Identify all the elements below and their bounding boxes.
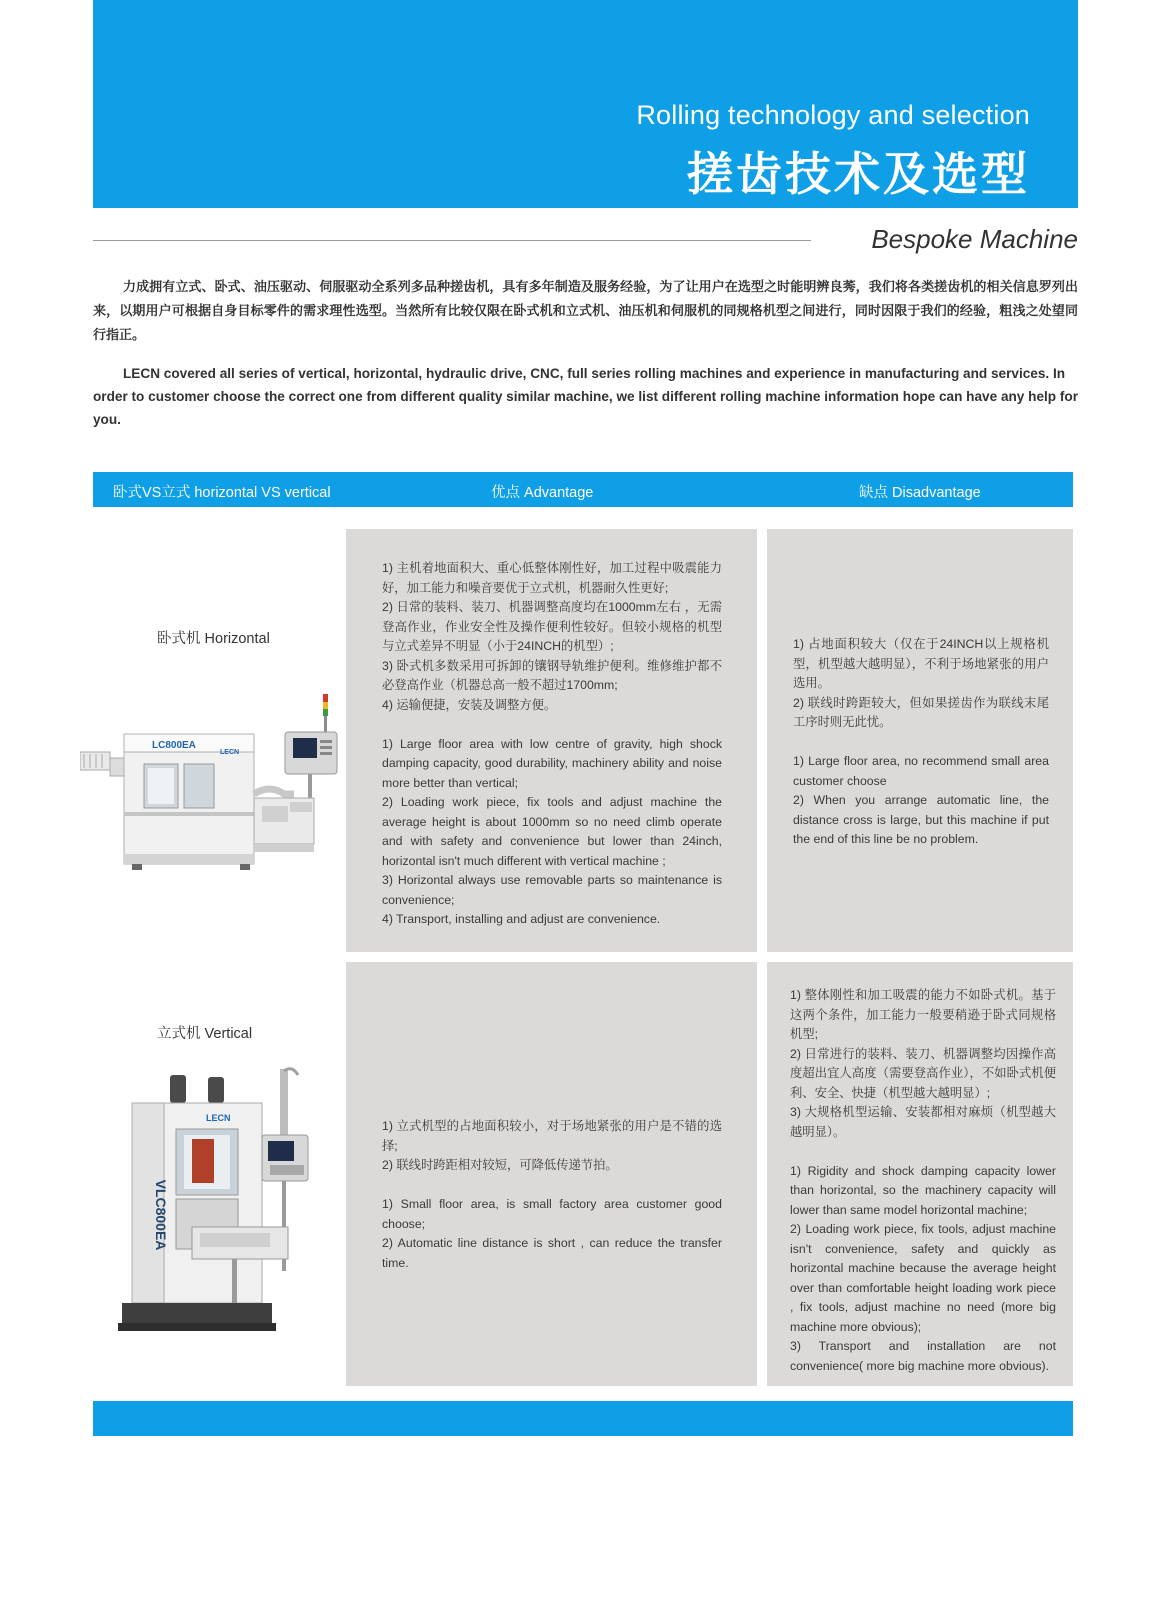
disadvantage-cell-vertical	[767, 962, 1073, 1386]
paragraph-gap	[382, 1176, 722, 1196]
paragraph-gap	[793, 733, 1049, 753]
horizontal-machine-model-text: LC800EA	[152, 740, 196, 751]
cell-paragraph: 1) Large floor area, no recommend small area customer choose	[793, 754, 1049, 788]
disadvantage-cell-horizontal	[767, 529, 1073, 952]
header-banner	[93, 0, 1078, 208]
cell-paragraph: 2) 日常进行的装料、装刀、机器调整均因操作高度超出宜人高度（需要登高作业），不如卧式机便利、安全、快捷（机型越大越明显）;	[790, 1046, 1056, 1100]
cell-paragraph: 2) When you arrange automatic line, the distance cross is large, but this machine if put the end of this line be no problem.	[793, 793, 1049, 846]
cell-paragraph: 1) Large floor area with low centre of gravity, high shock damping capacity, good durability, machinery ability and noise more better than vertical;	[382, 736, 722, 790]
paragraph-gap	[790, 1142, 1056, 1162]
paragraph-gap	[382, 715, 722, 735]
row-label-vertical: 立式机 Vertical	[157, 1026, 253, 1042]
cell-paragraph: 2) 日常的装料、装刀、机器调整高度均在1000mm左右 ，无需登高作业，作业安全性及操作便利性较好。但较小规格的机型与立式差异不明显（小于24INCH的机型）;	[382, 600, 722, 653]
table-header-disadvantage: 缺点 Disadvantage	[859, 485, 981, 501]
cell-paragraph: 1) 立式机型的占地面积较小，对于场地紧张的用户是不错的选择;	[382, 1119, 722, 1153]
vertical-machine-brand-text: LECN	[206, 1113, 231, 1123]
advantage-cell-vertical	[346, 962, 757, 1386]
cell-paragraph: 4) 运输便捷，安装及调整方便。	[382, 697, 557, 712]
cell-paragraph: 2) Loading work piece, fix tools and adjust machine the average height is about 1000mm so no need climb operate and with safety and convenience but lower than 24inch, horizontal isn't much different with vertical machine ;	[382, 795, 722, 868]
cell-paragraph: 3) 大规格机型运输、安装都相对麻烦（机型越大越明显）。	[790, 1105, 1056, 1139]
cell-paragraph: 3) Transport and installation are not convenience( more big machine more obvious).	[790, 1339, 1056, 1373]
subtitle: Bespoke Machine	[871, 224, 1078, 254]
header-title-cn: 搓齿技术及选型	[687, 147, 1030, 201]
disadvantage-text-horizontal	[793, 635, 1049, 850]
cell-paragraph: 2) Automatic line distance is short , can reduce the transfer time.	[382, 1236, 722, 1270]
table-header-advantage: 优点 Advantage	[491, 485, 594, 501]
cell-paragraph: 1) 占地面积较大（仅在于24INCH以上规格机型，机型越大越明显），不利于场地紧张的用户选用。	[793, 637, 1049, 690]
header-title-en: Rolling technology and selection	[636, 100, 1030, 130]
cell-paragraph: 3) Horizontal always use removable parts so maintenance is convenience;	[382, 873, 722, 907]
advantage-text-vertical	[382, 1117, 722, 1273]
horizontal-machine-image	[80, 694, 345, 884]
cell-paragraph: 1) Small floor area, is small factory area customer good choose;	[382, 1197, 722, 1231]
cell-paragraph: 1) Rigidity and shock damping capacity lower than horizontal, so the machinery capacity will lower than same model horizontal machine;	[790, 1163, 1056, 1217]
row-label-horizontal: 卧式机 Horizontal	[157, 631, 270, 647]
cell-paragraph: 1) 整体刚性和加工吸震的能力不如卧式机。基于这两个条件，加工能力一般要稍逊于卧式同规格机型;	[790, 988, 1056, 1041]
cell-paragraph: 2) Loading work piece, fix tools, adjust machine isn't convenience, safety and quickly as horizontal machine because the average height over than comfortable height loading work piece , fix tools, adjust machine no need (more big machine more obvious);	[790, 1222, 1056, 1334]
horizontal-machine-brand-text: LECN	[220, 749, 240, 756]
cell-paragraph: 3) 卧式机多数采用可拆卸的镶钢导轨维护便利。维修维护都不必登高作业（机器总高一般不超过1700mm;	[382, 658, 722, 692]
table-header-comparison: 卧式VS立式 horizontal VS vertical	[113, 485, 331, 501]
advantage-text-horizontal	[382, 559, 722, 930]
cell-paragraph: 1) 主机着地面积大、重心低整体刚性好，加工过程中吸震能力好，加工能力和噪音要优于立式机，机器耐久性更好;	[382, 561, 722, 595]
divider-line	[93, 240, 811, 241]
intro-chinese: 力成拥有立式、卧式、油压驱动、伺服驱动全系列多品种搓齿机，具有多年制造及服务经验，为了让用户在选型之时能明辨良莠，我们将各类搓齿机的相关信息罗列出来，以期用户可根据自身目标零件的需求理性选型。当然所有比较仅限在卧式机和立式机、油压机和伺服机的同规格机型之间进行，同时因限于我们的经验，粗浅之处望同行指正。	[93, 280, 1078, 343]
intro-english: LECN covered all series of vertical, horizontal, hydraulic drive, CNC, full series rolling machines and experience in manufacturing and services. In order to customer choose the correct one from different quality similar machine, we list different rolling machine information hope can have any help for you.	[93, 366, 1078, 427]
cell-paragraph: 2) 联线时跨距相对较短，可降低传递节拍。	[382, 1158, 618, 1172]
vertical-machine-model-text: VLC800EA	[153, 1179, 169, 1251]
disadvantage-text-vertical	[790, 986, 1056, 1376]
vertical-machine-image	[112, 1065, 312, 1345]
cell-paragraph: 4) Transport, installing and adjust are convenience.	[382, 912, 661, 926]
advantage-cell-horizontal	[346, 529, 757, 952]
footer-bar	[93, 1401, 1073, 1436]
table-header	[93, 472, 1073, 507]
cell-paragraph: 2) 联线时跨距较大，但如果搓齿作为联线末尾工序时则无此忧。	[793, 695, 1049, 729]
